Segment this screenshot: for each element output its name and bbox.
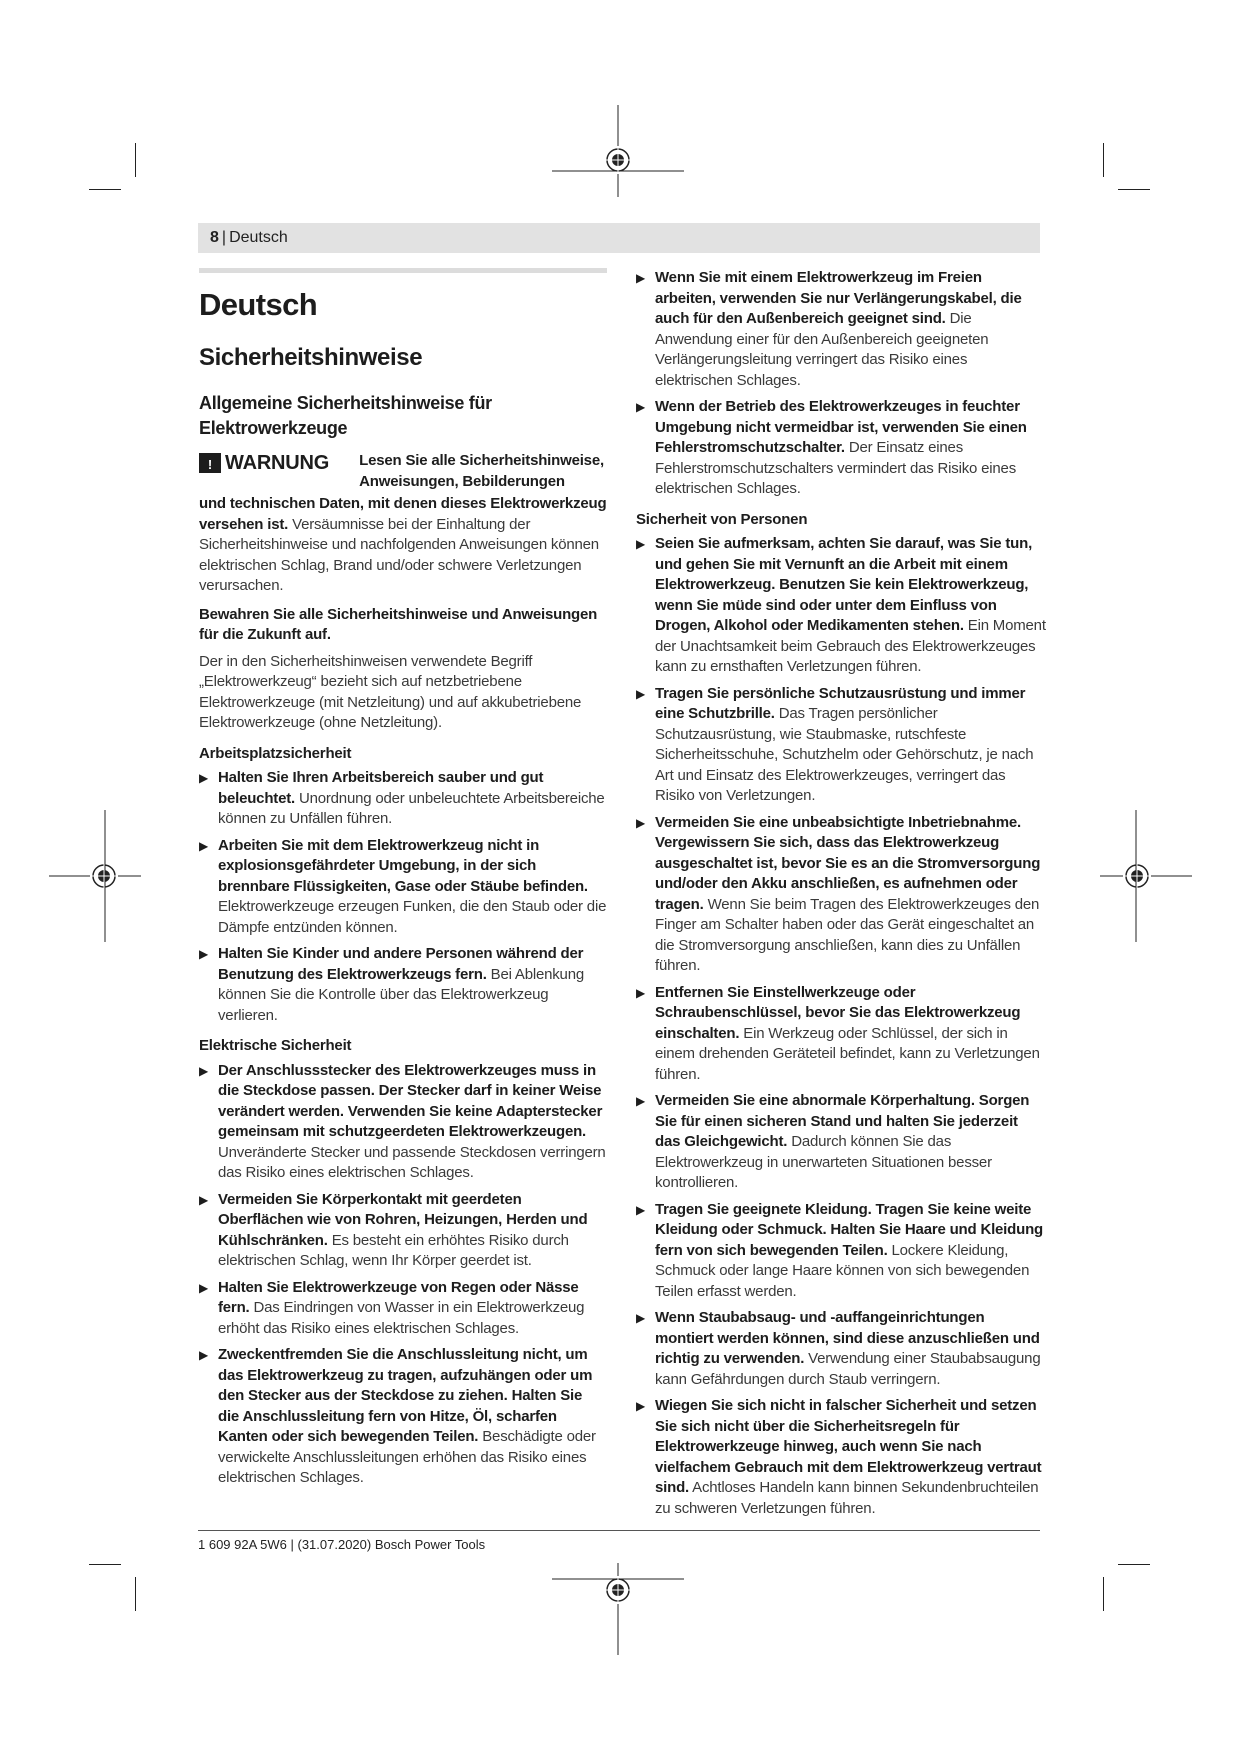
registration-mark-icon bbox=[552, 105, 684, 197]
page-number: 8 bbox=[210, 229, 219, 246]
bullet-arrow-icon: ▶ bbox=[636, 271, 646, 285]
list-item: ▶ Seien Sie aufmerksam, achten Sie darauf, was Sie tun, und gehen Sie mit Vernunft an die Arbeit mit einem Elektrowerkzeug. Benutzen Sie kein Elektrowerkzeug, wenn Sie müde sind oder unter dem Einfluss von Drogen, Alkohol oder Medikamenten stehen. Ein Moment der Unachtsamkeit beim Gebrauch des Elektrowerkzeuges kann zu ernsthaften Verletzungen führen. bbox=[636, 535, 1046, 675]
list-item: ▶ Tragen Sie geeignete Kleidung. Tragen Sie keine weite Kleidung oder Schmuck. Halten Sie Haare und Kleidung fern von sich bewegenden Teilen. Lockere Kleidung, Schmuck oder lange Haare können von sich bewegenden Teilen erfasst werden. bbox=[636, 1200, 1044, 1300]
page-footer: 1 609 92A 5W6 | (31.07.2020) Bosch Power Tools bbox=[198, 1537, 486, 1552]
definition-text: Der in den Sicherheitshinweisen verwendete Begriff „Elektrowerkzeug“ bezieht sich auf netzbetriebene Elektrowerkzeuge (mit Netzleitung) und auf akkubetriebene Elektrowerkzeuge (ohne Netzleitung). bbox=[199, 652, 582, 731]
warning-lead: Lesen Sie alle Sicherheitshinweise, Anweisungen, Bebilderungen bbox=[359, 452, 604, 490]
list-item: ▶ Halten Sie Elektrowerkzeuge von Regen oder Nässe fern. Das Eindringen von Wasser in ein Elektrowerkzeug erhöht das Risiko eines elektrischen Schlages. bbox=[199, 1278, 585, 1337]
warning-triangle-icon: ! bbox=[199, 453, 221, 473]
registration-mark-icon bbox=[1100, 810, 1192, 942]
crop-mark bbox=[1103, 1577, 1104, 1611]
header-section: Deutsch bbox=[229, 229, 288, 246]
list-item: ▶ Vermeiden Sie eine unbeabsichtigte Inbetriebnahme. Vergewissern Sie sich, dass das Elektrowerkzeug ausgeschaltet ist, bevor Sie es an die Stromversorgung und/oder den Akku anschließen, es aufnehmen oder tragen. Wenn Sie beim Tragen des Elektrowerkzeuges den Finger am Schalter haben oder das Gerät eingeschaltet an die Stromversorgung anschließen, kann dies zu Unfällen führen. bbox=[636, 813, 1041, 974]
bullet-arrow-icon: ▶ bbox=[636, 815, 646, 830]
bullet-arrow-icon: ▶ bbox=[636, 537, 646, 551]
electrical-heading: Elektrische Sicherheit bbox=[199, 1037, 352, 1054]
bullet-arrow-icon: ▶ bbox=[199, 947, 209, 961]
list-item: ▶ Wenn Staubabsaug- und -auffangeinrichtungen montiert werden können, sind diese anzuschließen und richtig zu verwenden. Verwendung einer Staubabsaugung kann Gefährdungen durch Staub verringern. bbox=[636, 1309, 1041, 1388]
right-column bbox=[636, 268, 1046, 1525]
bullet-arrow-icon: ▶ bbox=[199, 1348, 209, 1362]
top-rule bbox=[199, 268, 607, 273]
personal-list bbox=[636, 534, 1046, 1519]
list-item: ▶ Arbeiten Sie mit dem Elektrowerkzeug nicht in explosionsgefährdeter Umgebung, in der sich brennbare Flüssigkeiten, Gase oder Stäube befinden. Elektrowerkzeuge erzeugen Funken, die den Staub oder die Dämpfe entzünden können. bbox=[199, 836, 607, 936]
bullet-arrow-icon: ▶ bbox=[636, 1202, 646, 1217]
list-item: ▶ Vermeiden Sie Körperkontakt mit geerdeten Oberflächen wie von Rohren, Heizungen, Herden und Kühlschränken. Es besteht ein erhöhtes Risiko durch elektrischen Schlag, wenn Ihr Körper geerdet ist. bbox=[199, 1190, 588, 1269]
registration-mark-icon bbox=[552, 1563, 684, 1655]
left-column bbox=[199, 268, 607, 1495]
warning-label: WARNUNG bbox=[225, 452, 330, 474]
list-item: ▶ Vermeiden Sie eine abnormale Körperhaltung. Sorgen Sie für einen sicheren Stand und halten Sie jederzeit das Gleichgewicht. Dadurch können Sie das Elektrowerkzeug in unerwarteten Situationen besser kontrollieren. bbox=[636, 1092, 1030, 1191]
electrical-list-continued bbox=[636, 268, 1046, 500]
list-item: ▶ Entfernen Sie Einstellwerkzeuge oder Schraubenschlüssel, bevor Sie das Elektrowerkzeug einschalten. Ein Werkzeug oder Schlüssel, der sich in einem drehenden Geräteteil befindet, kann zu Verletzungen führen. bbox=[636, 983, 1040, 1083]
footer-rule bbox=[198, 1530, 1040, 1531]
workplace-heading: Arbeitsplatzsicherheit bbox=[199, 744, 352, 762]
crop-mark bbox=[135, 1577, 136, 1611]
crop-mark bbox=[135, 143, 136, 177]
bullet-arrow-icon: ▶ bbox=[636, 1094, 646, 1108]
bullet-arrow-icon: ▶ bbox=[636, 1311, 646, 1325]
crop-mark bbox=[89, 1564, 121, 1565]
bullet-arrow-icon: ▶ bbox=[636, 400, 646, 414]
warning-text: und technischen Daten, mit denen dieses Elektrowerkzeug versehen ist. Versäumnisse bei der Einhaltung der Sicherheitshinweise und nachfolgenden Anweisungen können elektrischen Schlag, Brand und/oder schwere Verletzungen verursachen. bbox=[199, 495, 607, 594]
section-title: Sicherheitshinweise bbox=[199, 344, 423, 371]
bullet-arrow-icon: ▶ bbox=[199, 1280, 209, 1295]
personal-heading: Sicherheit von Personen bbox=[636, 510, 808, 528]
list-item: ▶ Zweckentfremden Sie die Anschlussleitung nicht, um das Elektrowerkzeug zu tragen, aufzuhängen oder um den Stecker aus der Steckdose zu ziehen. Halten Sie die Anschlussleitung fern von Hitze, Öl, scharfen Kanten oder sich bewegenden Teilen. Beschädigte oder verwickelte Anschlussleitungen erhöhen das Risiko eines elektrischen Schlages. bbox=[199, 1346, 596, 1486]
list-item: ▶ Tragen Sie persönliche Schutzausrüstung und immer eine Schutzbrille. Das Tragen persönlicher Schutzausrüstung, wie Staubmaske, rutschfeste Sicherheitsschuhe, Schutzhelm oder Gehörschutz, je nach Art und Einsatz des Elektrowerkzeuges, verringert das Risiko von Verletzungen. bbox=[636, 684, 1034, 804]
bullet-arrow-icon: ▶ bbox=[636, 686, 646, 701]
list-item: ▶ Wenn Sie mit einem Elektrowerkzeug im Freien arbeiten, verwenden Sie nur Verlängerungskabel, die auch für den Außenbereich geeignet sind. Die Anwendung einer für den Außenbereich geeigneten Verlängerungsleitung verringert das Risiko eines elektrischen Schlages. bbox=[636, 269, 1022, 389]
warning-badge bbox=[199, 451, 329, 474]
bullet-arrow-icon: ▶ bbox=[636, 1399, 646, 1413]
electrical-list bbox=[199, 1061, 607, 1489]
bullet-arrow-icon: ▶ bbox=[199, 838, 209, 853]
list-item: ▶ Halten Sie Kinder und andere Personen während der Benutzung des Elektrowerkzeugs fern. Bei Ablenkung können Sie die Kontrolle über das Elektrowerkzeug verlieren. bbox=[199, 945, 584, 1024]
crop-mark bbox=[1103, 143, 1104, 177]
page-title: Deutsch bbox=[199, 287, 318, 322]
bullet-arrow-icon: ▶ bbox=[199, 1192, 209, 1207]
page-header bbox=[198, 223, 1040, 253]
bullet-arrow-icon: ▶ bbox=[199, 1063, 209, 1078]
keep-notice: Bewahren Sie alle Sicherheitshinweise und Anweisungen für die Zukunft auf. bbox=[199, 605, 598, 643]
bullet-arrow-icon: ▶ bbox=[636, 985, 646, 1000]
list-item: ▶ Wiegen Sie sich nicht in falscher Sicherheit und setzen Sie sich nicht über die Sicherheitsregeln für Elektrowerkzeuge hinweg, auch wenn Sie nach vielfachem Gebrauch mit dem Elektrowerkzeug vertraut sind. Achtloses Handeln kann binnen Sekundenbruchteilen zu schweren Verletzungen führen. bbox=[636, 1397, 1042, 1517]
list-item: ▶ Wenn der Betrieb des Elektrowerkzeuges in feuchter Umgebung nicht vermeidbar ist, verwenden Sie einen Fehlerstromschutzschalter. Der Einsatz eines Fehlerstromschutzschalters vermindert das Risiko eines elektrischen Schlages. bbox=[636, 398, 1027, 497]
list-item: ▶ Der Anschlussstecker des Elektrowerkzeuges muss in die Steckdose passen. Der Stecker darf in keiner Weise verändert werden. Verwenden Sie keine Adapterstecker gemeinsam mit schutzgeerdeten Elektrowerkzeugen. Unveränderte Stecker und passende Steckdosen verringern das Risiko eines elektrischen Schlages. bbox=[199, 1061, 606, 1181]
registration-mark-icon bbox=[49, 810, 141, 942]
crop-mark bbox=[89, 189, 121, 190]
header-separator: | bbox=[221, 229, 227, 246]
workplace-list bbox=[199, 768, 607, 1026]
subsection-title: Allgemeine Sicherheitshinweise für Elektrowerkzeuge bbox=[199, 393, 492, 438]
warning-block bbox=[199, 451, 607, 492]
crop-mark bbox=[1118, 1564, 1150, 1565]
crop-mark bbox=[1118, 189, 1150, 190]
bullet-arrow-icon: ▶ bbox=[199, 771, 209, 785]
list-item: ▶ Halten Sie Ihren Arbeitsbereich sauber und gut beleuchtet. Unordnung oder unbeleuchtete Arbeitsbereiche können zu Unfällen führen. bbox=[199, 769, 605, 827]
